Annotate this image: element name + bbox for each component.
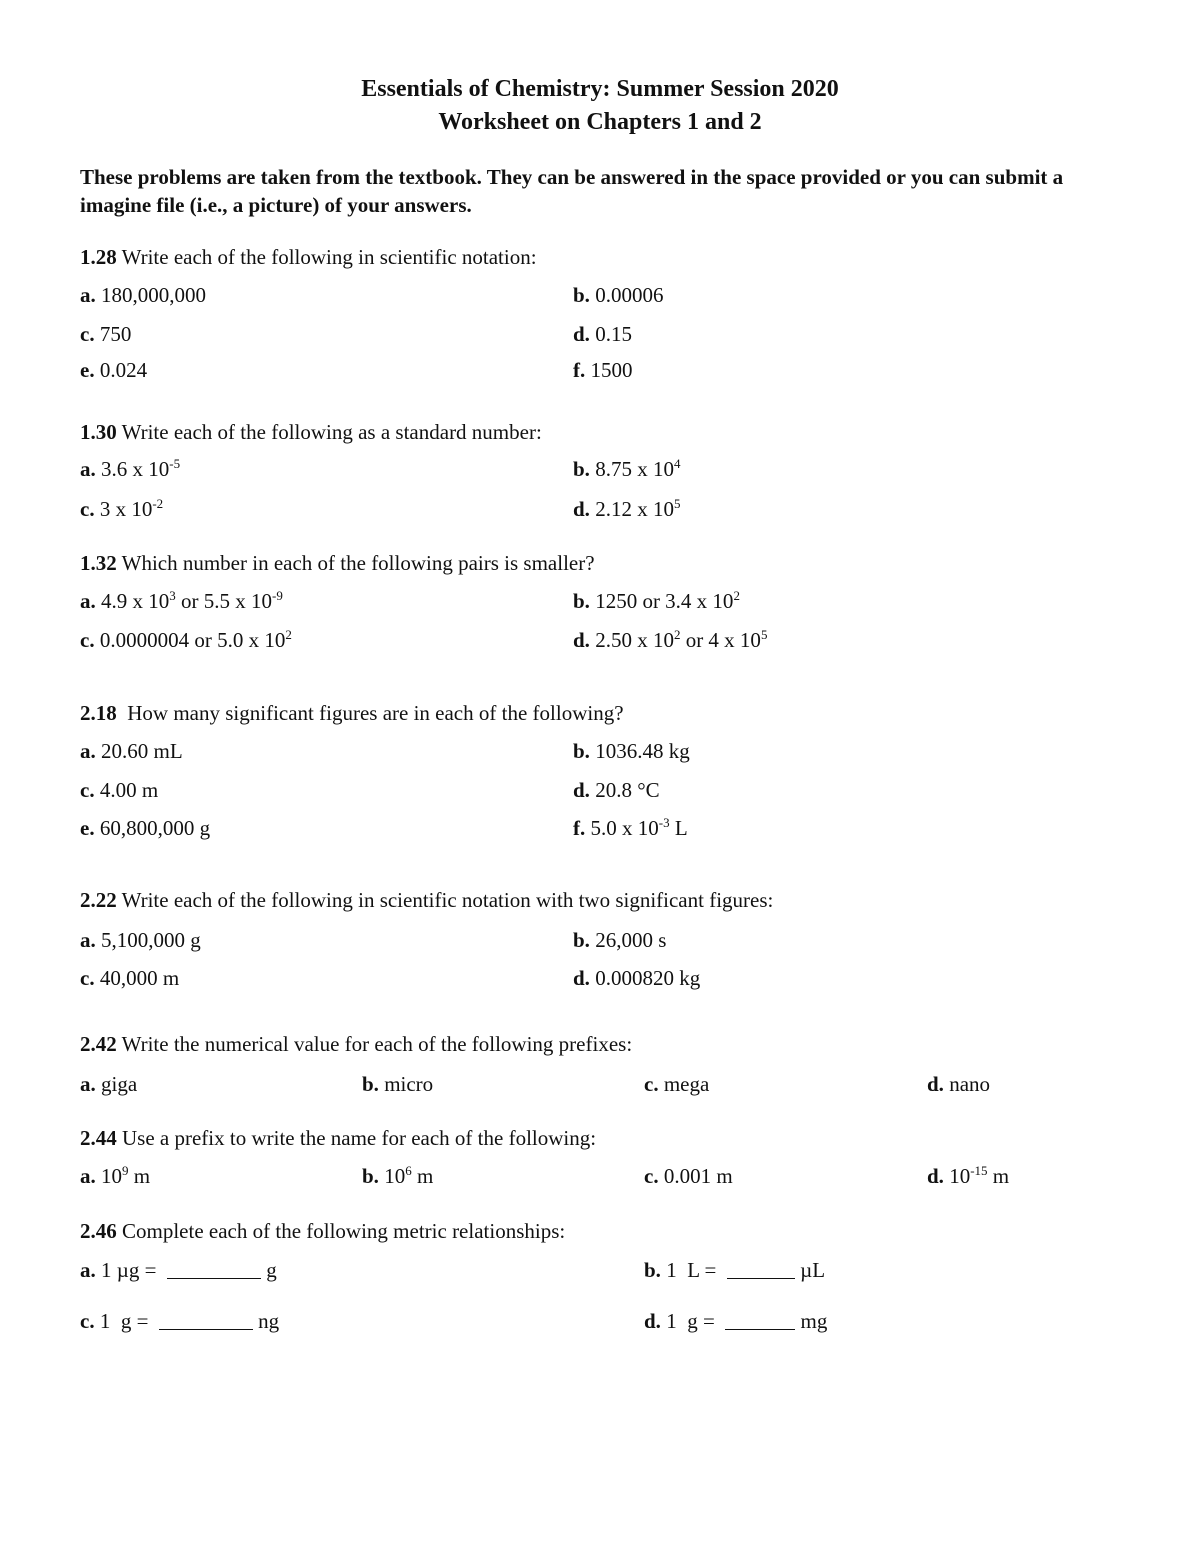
- answer-item: d. 0.000820 kg: [573, 966, 701, 990]
- answer-item: c. 750: [80, 322, 132, 346]
- worksheet-subtitle: Worksheet on Chapters 1 and 2: [438, 109, 762, 135]
- answer-item: a. 1 µg = g: [80, 1258, 277, 1282]
- answer-item: c. mega: [644, 1072, 710, 1096]
- answer-item: b. 26,000 s: [573, 928, 667, 952]
- question-2-22: 2.22 Write each of the following in scientific notation with two significant figures:: [80, 888, 774, 912]
- answer-item: a. 180,000,000: [80, 283, 206, 307]
- answer-item: e. 60,800,000 g: [80, 816, 211, 840]
- answer-item: a. giga: [80, 1072, 138, 1096]
- answer-item: d. nano: [927, 1072, 991, 1096]
- answer-item: a. 3.6 x $10^{-5}$: [80, 456, 181, 481]
- answer-item: b. 1250 or 3.4 x $10^2$: [573, 588, 740, 613]
- answer-item: c. 4.00 m: [80, 778, 159, 802]
- answer-item: b. 0.00006: [573, 283, 664, 307]
- answer-item: d. $10^{-15}$ m: [927, 1163, 1010, 1188]
- question-2-46: 2.46 Complete each of the following metric relationships:: [80, 1219, 566, 1243]
- intro-text: These problems are taken from the textbook. They can be answered in the space provided or you can submit a imagine file (i.e., a picture) of your answers.: [80, 165, 1064, 217]
- worksheet-title: Essentials of Chemistry: Summer Session 2020: [361, 76, 839, 102]
- answer-item: b. $10^6$ m: [362, 1163, 434, 1188]
- answer-item: c. 0.001 m: [644, 1164, 733, 1188]
- answer-item: e. 0.024: [80, 358, 148, 382]
- question-2-18: 2.18 How many significant figures are in each of the following?: [80, 701, 624, 725]
- answer-item: d. 20.8 °C: [573, 778, 660, 802]
- answer-item: b. micro: [362, 1072, 434, 1096]
- answer-item: b. 1 L = µL: [644, 1258, 826, 1282]
- question-1-30: 1.30 Write each of the following as a standard number:: [80, 420, 542, 444]
- answer-item: c. 3 x $10^{-2}$: [80, 496, 164, 521]
- answer-item: d. 2.50 x $10^2$ or 4 x $10^5$: [573, 627, 768, 652]
- answer-item: d. 2.12 x $10^5$: [573, 496, 681, 521]
- question-2-44: 2.44 Use a prefix to write the name for each of the following:: [80, 1126, 597, 1150]
- answer-blank[interactable]: [725, 1309, 795, 1330]
- answer-item: a. 4.9 x $10^3$ or 5.5 x $10^{-9}$: [80, 588, 283, 613]
- answer-item: b. 1036.48 kg: [573, 739, 690, 763]
- answer-item: c. 40,000 m: [80, 966, 180, 990]
- answer-item: c. 1 g = ng: [80, 1309, 280, 1333]
- question-1-32: 1.32 Which number in each of the following pairs is smaller?: [80, 551, 595, 575]
- answer-item: a. 5,100,000 g: [80, 928, 201, 952]
- question-1-28: 1.28 Write each of the following in scientific notation:: [80, 245, 537, 269]
- answer-item: f. 5.0 x $10^{-3}$ L: [573, 815, 688, 840]
- answer-item: b. 8.75 x $10^4$: [573, 456, 681, 481]
- question-2-42: 2.42 Write the numerical value for each of the following prefixes:: [80, 1032, 633, 1056]
- answer-item: a. $10^9$ m: [80, 1163, 151, 1188]
- answer-item: a. 20.60 mL: [80, 739, 183, 763]
- answer-blank[interactable]: [727, 1258, 795, 1279]
- answer-blank[interactable]: [167, 1258, 261, 1279]
- answer-item: c. 0.0000004 or 5.0 x $10^2$: [80, 627, 292, 652]
- answer-item: d. 0.15: [573, 322, 632, 346]
- answer-item: f. 1500: [573, 358, 633, 382]
- answer-blank[interactable]: [159, 1309, 253, 1330]
- answer-item: d. 1 g = mg: [644, 1309, 828, 1333]
